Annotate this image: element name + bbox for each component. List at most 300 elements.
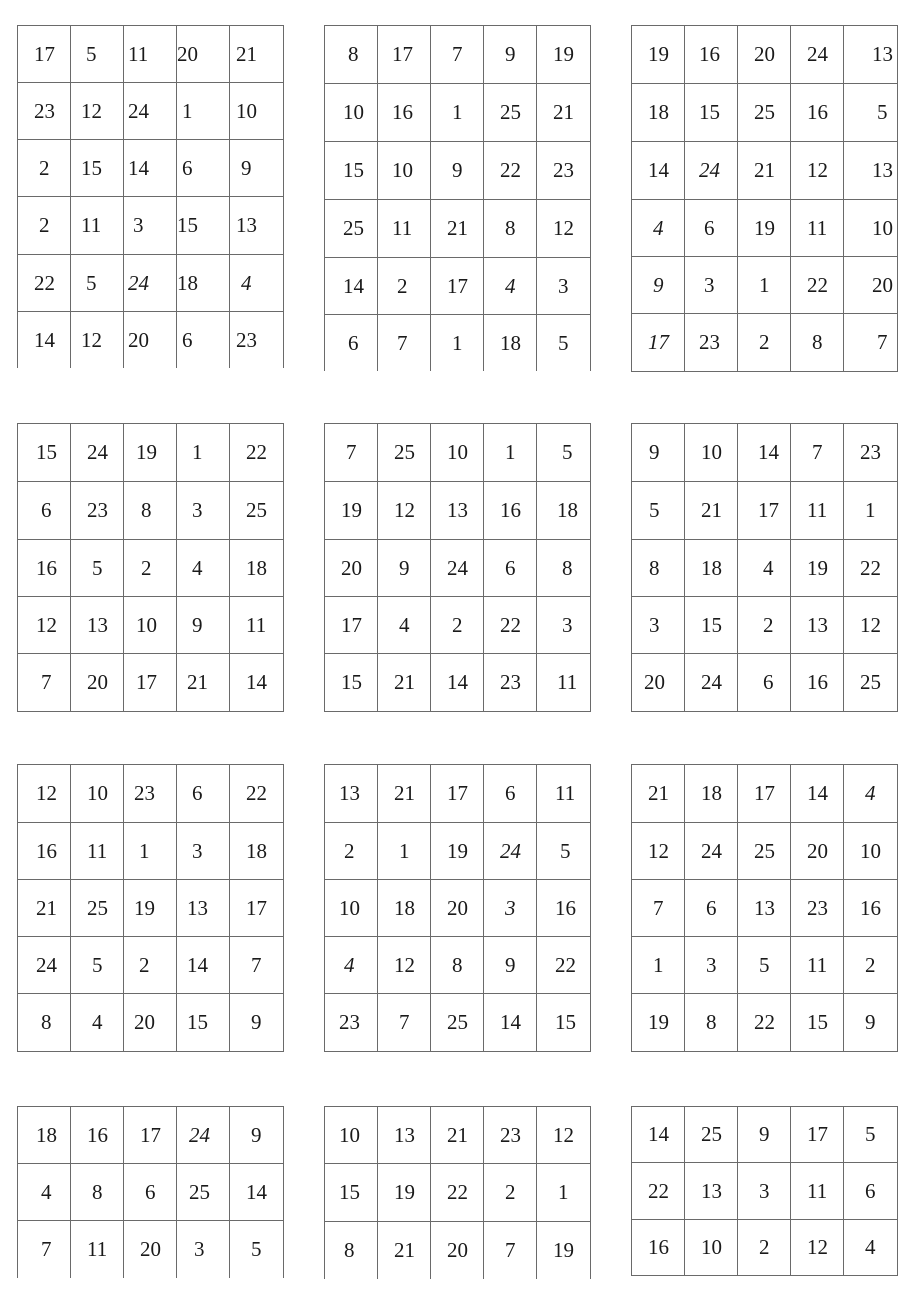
grid-cell [484, 1107, 537, 1164]
grid-cell [685, 84, 738, 142]
grid-cell [378, 880, 431, 937]
grid-cell-number: 13 [394, 1122, 415, 1147]
grid-cell [325, 482, 378, 540]
grid-cell [124, 540, 177, 597]
grid-cell [230, 597, 284, 654]
grid-cell [230, 1164, 284, 1221]
grid-cell [484, 482, 537, 540]
grid-cell [378, 823, 431, 880]
grid-cell [18, 1107, 71, 1164]
grid-cell [325, 258, 378, 315]
grid-cell [177, 255, 230, 312]
grid-cell [791, 314, 844, 372]
grid-cell [71, 26, 124, 83]
grid-cell [18, 1221, 71, 1279]
grid-cell [685, 142, 738, 200]
grid-cell-number: 13 [872, 158, 893, 182]
grid-cell-number: 9 [399, 555, 410, 580]
grid-cell-number: 4 [92, 1010, 103, 1034]
grid-cell [484, 84, 537, 142]
grid-cell [844, 26, 898, 84]
grid-row [18, 1221, 284, 1279]
grid-cell [791, 937, 844, 994]
grid-cell-number: 20 [341, 555, 362, 580]
grid-cell-number: 17 [754, 781, 775, 805]
grid-cell-number: 20 [128, 327, 149, 352]
grid-cell [844, 1163, 898, 1220]
grid-cell [844, 257, 898, 314]
grid-cell [378, 765, 431, 823]
grid-cell [844, 314, 898, 372]
grid-cell [685, 257, 738, 314]
grid-cell-number: 3 [558, 273, 569, 298]
grid-cell [537, 994, 591, 1052]
grid-cell [791, 26, 844, 84]
grid-cell [844, 597, 898, 654]
grid-cell [632, 880, 685, 937]
grid-cell [791, 1220, 844, 1276]
grid-cell [325, 880, 378, 937]
grid-cell-number: 3 [562, 612, 573, 637]
grid-cell [685, 597, 738, 654]
grid-cell-number: 11 [81, 213, 102, 237]
grid-cell-number: 18 [246, 838, 267, 863]
grid-cell-number: 1 [558, 1180, 569, 1204]
grid-cell [71, 880, 124, 937]
grid-cell-number: 23 [860, 440, 881, 464]
grid-cell-number: 12 [81, 98, 102, 123]
grid-cell-number: 19 [134, 895, 155, 920]
grid-cell-number: 11 [87, 838, 108, 863]
grid-cell [124, 1221, 177, 1279]
grid-cell-number: 21 [754, 158, 775, 182]
grid-cell [685, 937, 738, 994]
grid-cell [484, 937, 537, 994]
grid-cell-number: 23 [339, 1010, 360, 1034]
grid-cell [632, 823, 685, 880]
grid-cell [325, 142, 378, 200]
grid-cell [738, 257, 791, 314]
grid-cell-number: 15 [555, 1010, 576, 1034]
grid-cell [537, 142, 591, 200]
grid-cell-number: 6 [505, 781, 516, 805]
grid-cell-number: 17 [34, 41, 55, 66]
grid-cell [18, 994, 71, 1052]
grid-cell-number: 13 [447, 498, 468, 522]
grid-cell [537, 482, 591, 540]
grid-cell-number: 15 [341, 670, 362, 694]
grid-cell [431, 880, 484, 937]
grid-cell [431, 994, 484, 1052]
grid-cell-number: 4 [653, 215, 664, 240]
grid-row [18, 312, 284, 369]
grid-cell-number: 5 [560, 838, 571, 863]
grid-cell [738, 482, 791, 540]
grid-cell-number: 10 [701, 440, 722, 464]
grid-cell [378, 994, 431, 1052]
grid-cell-number: 13 [87, 612, 108, 637]
grid-cell [177, 1107, 230, 1164]
grid-cell-number: 24 [189, 1122, 210, 1147]
grid-cell-number: 9 [452, 158, 463, 182]
grid-row [18, 1107, 284, 1164]
grid-cell [177, 1164, 230, 1221]
grid-cell [378, 597, 431, 654]
grid-cell [791, 142, 844, 200]
grid-cell [685, 1220, 738, 1276]
grid-cell [18, 26, 71, 83]
grid-cell [71, 1107, 124, 1164]
grid-cell [685, 200, 738, 257]
number-grid-2 [324, 25, 591, 371]
grid-cell [71, 312, 124, 369]
grid-cell-number: 17 [447, 781, 468, 805]
grid-cell-number: 16 [500, 498, 521, 522]
grid-cell-number: 16 [36, 838, 57, 863]
grid-cell [685, 26, 738, 84]
grid-cell-number: 5 [86, 270, 97, 295]
grid-cell-number: 7 [877, 330, 888, 354]
number-grid-1 [17, 25, 284, 368]
grid-cell-number: 4 [865, 781, 876, 805]
grid-cell-number: 14 [246, 1179, 267, 1204]
grid-cell-number: 6 [348, 330, 359, 355]
grid-cell-number: 1 [505, 440, 516, 464]
grid-cell [177, 823, 230, 880]
number-grid-3 [631, 25, 898, 372]
grid-cell [484, 258, 537, 315]
grid-cell-number: 10 [701, 1235, 722, 1259]
grid-cell [844, 142, 898, 200]
grid-cell [18, 140, 71, 197]
grid-cell [325, 823, 378, 880]
grid-cell [632, 26, 685, 84]
grid-cell-number: 8 [452, 952, 463, 977]
grid-cell [378, 258, 431, 315]
grid-cell-number: 21 [648, 781, 669, 805]
grid-cell-number: 12 [860, 612, 881, 637]
grid-cell-number: 14 [343, 273, 364, 298]
grid-cell-number: 23 [500, 1122, 521, 1147]
grid-cell-number: 15 [339, 1180, 360, 1204]
grid-cell [738, 1163, 791, 1220]
grid-cell [18, 937, 71, 994]
grid-cell-number: 21 [394, 670, 415, 694]
grid-cell [230, 937, 284, 994]
grid-cell-number: 9 [192, 612, 203, 637]
grid-cell-number: 22 [500, 612, 521, 637]
grid-cell [537, 765, 591, 823]
number-grid-11 [324, 1106, 591, 1279]
grid-cell [378, 26, 431, 84]
grid-cell-number: 15 [36, 440, 57, 464]
grid-cell [431, 1164, 484, 1222]
grid-cell [685, 823, 738, 880]
grid-cell [537, 1164, 591, 1222]
grid-cell [791, 84, 844, 142]
grid-cell-number: 17 [807, 1122, 828, 1146]
grid-cell [177, 880, 230, 937]
grid-cell-number: 22 [860, 555, 881, 580]
grid-cell [844, 654, 898, 712]
grid-cell [632, 1163, 685, 1220]
grid-cell [124, 654, 177, 712]
grid-cell-number: 24 [36, 952, 57, 977]
grid-cell-number: 13 [236, 213, 257, 237]
grid-row [18, 26, 284, 83]
grid-cell [738, 994, 791, 1052]
grid-cell-number: 23 [236, 327, 257, 352]
grid-cell-number: 18 [177, 270, 198, 295]
grid-cell-number: 2 [141, 555, 152, 580]
grid-cell-number: 8 [505, 216, 516, 240]
grid-cell-number: 4 [241, 270, 252, 295]
grid-cell [378, 142, 431, 200]
grid-cell-number: 20 [447, 895, 468, 920]
grid-cell [230, 823, 284, 880]
grid-cell-number: 3 [706, 952, 717, 977]
grid-row [632, 937, 898, 994]
grid-cell-number: 20 [872, 272, 893, 297]
grid-cell [378, 315, 431, 372]
grid-cell-number: 15 [177, 213, 198, 237]
grid-cell [791, 1163, 844, 1220]
grid-cell [378, 1107, 431, 1164]
grid-cell [230, 424, 284, 482]
grid-cell [791, 597, 844, 654]
grid-cell-number: 14 [758, 440, 779, 464]
grid-cell [230, 880, 284, 937]
grid-cell-number: 17 [246, 895, 267, 920]
grid-cell [18, 823, 71, 880]
grid-cell [124, 1107, 177, 1164]
grid-cell-number: 16 [36, 555, 57, 580]
grid-cell [484, 200, 537, 258]
grid-cell-number: 1 [865, 498, 876, 522]
grid-cell-number: 22 [246, 781, 267, 805]
grid-row [18, 1164, 284, 1221]
grid-cell [738, 823, 791, 880]
grid-cell [177, 597, 230, 654]
grid-cell [18, 424, 71, 482]
grid-cell-number: 25 [754, 838, 775, 863]
grid-cell-number: 7 [812, 440, 823, 464]
grid-cell-number: 17 [648, 330, 669, 354]
grid-cell-number: 23 [87, 498, 108, 522]
grid-cell [325, 84, 378, 142]
grid-cell-number: 8 [92, 1179, 103, 1204]
grid-cell-number: 16 [807, 670, 828, 694]
grid-cell [685, 1163, 738, 1220]
grid-row [632, 765, 898, 823]
grid-cell [124, 880, 177, 937]
grid-cell [124, 83, 177, 140]
grid-cell [537, 880, 591, 937]
grid-cell [685, 765, 738, 823]
grid-cell-number: 8 [41, 1010, 52, 1034]
grid-cell-number: 6 [145, 1179, 156, 1204]
grid-cell [685, 314, 738, 372]
grid-cell-number: 18 [701, 555, 722, 580]
grid-cell-number: 2 [139, 952, 150, 977]
grid-cell-number: 8 [141, 498, 152, 522]
grid-cell-number: 17 [447, 273, 468, 298]
grid-cell-number: 18 [394, 895, 415, 920]
grid-cell-number: 1 [399, 838, 410, 863]
grid-cell-number: 11 [392, 216, 413, 240]
grid-row [632, 84, 898, 142]
grid-cell-number: 19 [648, 42, 669, 66]
grid-cell [791, 540, 844, 597]
grid-cell [71, 1164, 124, 1221]
grid-row [325, 937, 591, 994]
grid-cell-number: 12 [648, 838, 669, 863]
grid-cell-number: 2 [505, 1180, 516, 1204]
grid-row [632, 142, 898, 200]
grid-cell [177, 540, 230, 597]
grid-cell [124, 937, 177, 994]
grid-cell [844, 937, 898, 994]
grid-cell-number: 4 [41, 1179, 52, 1204]
grid-cell-number: 12 [553, 1122, 574, 1147]
grid-cell-number: 9 [759, 1122, 770, 1146]
grid-cell [791, 257, 844, 314]
grid-cell-number: 14 [447, 670, 468, 694]
grid-row [325, 540, 591, 597]
grid-row [632, 1220, 898, 1276]
grid-cell [378, 1164, 431, 1222]
grid-cell [71, 83, 124, 140]
grid-cell-number: 10 [339, 1122, 360, 1147]
grid-row [632, 26, 898, 84]
grid-cell-number: 15 [807, 1010, 828, 1034]
grid-cell [378, 1222, 431, 1280]
grid-cell [431, 937, 484, 994]
grid-cell-number: 15 [81, 155, 102, 180]
grid-cell-number: 5 [865, 1122, 876, 1146]
grid-cell [325, 597, 378, 654]
grid-cell-number: 24 [447, 555, 468, 580]
grid-cell-number: 2 [759, 1235, 770, 1259]
grid-cell-number: 19 [341, 498, 362, 522]
grid-cell-number: 18 [557, 498, 578, 522]
grid-cell-number: 12 [36, 612, 57, 637]
grid-cell-number: 19 [136, 440, 157, 464]
grid-cell-number: 2 [397, 273, 408, 298]
grid-cell-number: 8 [812, 330, 823, 354]
grid-cell [738, 1220, 791, 1276]
grid-cell-number: 13 [701, 1178, 722, 1203]
grid-cell [230, 540, 284, 597]
grid-row [325, 823, 591, 880]
grid-row [632, 424, 898, 482]
grid-cell-number: 14 [128, 155, 149, 180]
grid-cell-number: 21 [236, 41, 257, 66]
grid-cell [685, 482, 738, 540]
grid-row [18, 994, 284, 1052]
grid-cell [632, 937, 685, 994]
number-grid-8 [324, 764, 591, 1052]
grid-cell [738, 84, 791, 142]
grid-cell-number: 23 [807, 895, 828, 920]
grid-cell [71, 765, 124, 823]
grid-cell [230, 26, 284, 83]
grid-cell-number: 11 [128, 41, 149, 66]
grid-cell-number: 7 [452, 42, 463, 66]
grid-cell-number: 24 [128, 98, 149, 123]
grid-cell [791, 654, 844, 712]
grid-cell-number: 19 [754, 215, 775, 240]
grid-row [325, 597, 591, 654]
grid-cell [177, 765, 230, 823]
grid-cell [685, 654, 738, 712]
grid-cell [71, 823, 124, 880]
grid-cell-number: 16 [648, 1235, 669, 1259]
grid-cell-number: 22 [246, 440, 267, 464]
grid-cell [124, 765, 177, 823]
number-grid-9 [631, 764, 898, 1052]
grid-cell-number: 25 [246, 498, 267, 522]
grid-cell [484, 1164, 537, 1222]
grid-cell [378, 424, 431, 482]
grid-cell-number: 7 [397, 330, 408, 355]
grid-cell-number: 22 [447, 1180, 468, 1204]
grid-cell [537, 1222, 591, 1280]
grid-cell [18, 880, 71, 937]
number-grid-10 [17, 1106, 284, 1278]
grid-cell [537, 26, 591, 84]
grid-cell-number: 18 [648, 100, 669, 124]
grid-cell [18, 83, 71, 140]
grid-cell [484, 823, 537, 880]
grid-cell-number: 20 [134, 1010, 155, 1034]
grid-cell [632, 482, 685, 540]
grid-cell-number: 20 [140, 1237, 161, 1261]
grid-cell [325, 654, 378, 712]
grid-cell [325, 1222, 378, 1280]
grid-cell [537, 597, 591, 654]
grid-row [18, 197, 284, 255]
grid-cell [230, 83, 284, 140]
grid-cell-number: 24 [87, 440, 108, 464]
grid-cell-number: 5 [251, 1237, 262, 1261]
grid-cell-number: 2 [763, 612, 774, 637]
grid-row [325, 654, 591, 712]
grid-cell [177, 197, 230, 255]
grid-cell-number: 3 [194, 1237, 205, 1261]
grid-cell [844, 994, 898, 1052]
grid-cell [177, 482, 230, 540]
grid-cell-number: 12 [394, 498, 415, 522]
grid-cell [18, 312, 71, 369]
grid-cell [325, 26, 378, 84]
grid-cell [632, 654, 685, 712]
grid-row [18, 255, 284, 312]
grid-row [325, 994, 591, 1052]
grid-cell [632, 84, 685, 142]
grid-cell-number: 9 [505, 952, 516, 977]
grid-row [632, 880, 898, 937]
grid-cell [791, 200, 844, 257]
grid-cell [124, 140, 177, 197]
grid-cell [844, 765, 898, 823]
grid-cell-number: 10 [872, 215, 893, 240]
grid-cell [431, 1107, 484, 1164]
grid-cell-number: 14 [34, 327, 55, 352]
grid-cell [791, 994, 844, 1052]
grid-cell-number: 9 [251, 1122, 262, 1147]
grid-cell-number: 6 [505, 555, 516, 580]
